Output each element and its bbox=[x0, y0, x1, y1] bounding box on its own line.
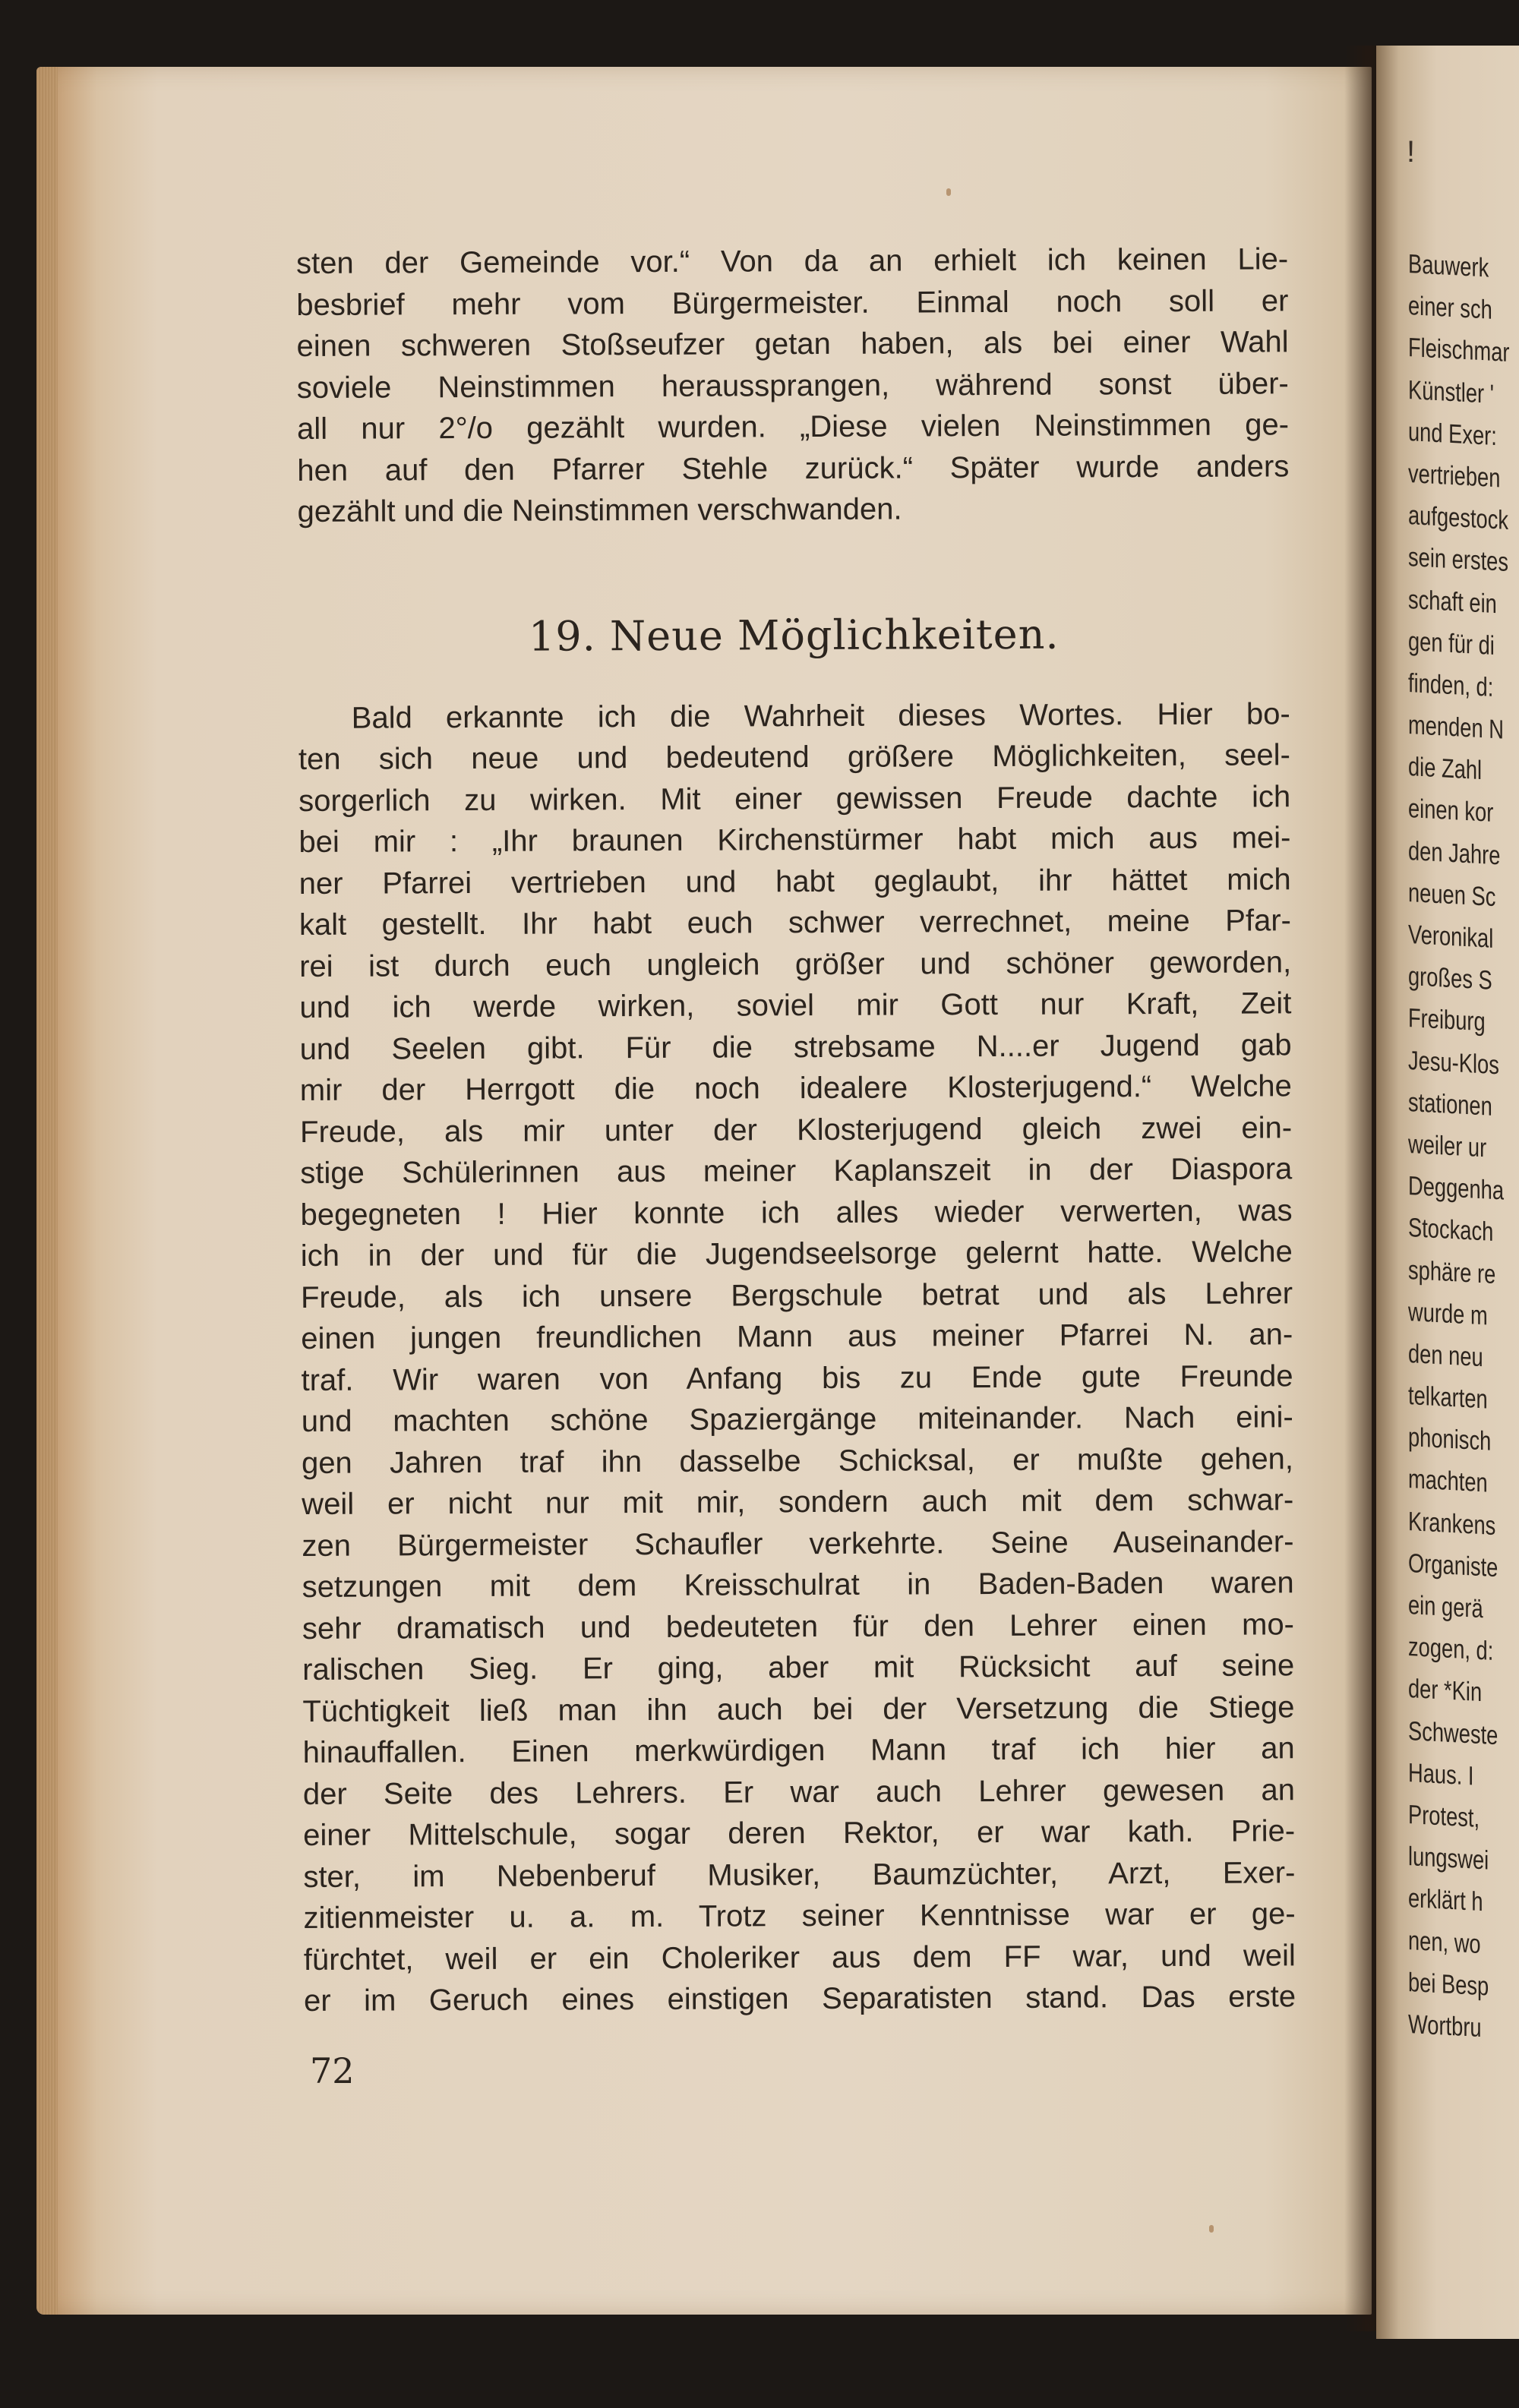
text-line: sten der Gemeinde vor.“ Von da an erhielt ich keinen Lie- bbox=[296, 242, 1289, 280]
right-page-line: phonisch bbox=[1408, 1422, 1492, 1456]
right-page bbox=[1376, 46, 1519, 2339]
right-page-line: gen für di bbox=[1408, 626, 1495, 661]
right-page-mark: ! bbox=[1407, 135, 1416, 169]
text-line: kalt gestellt. Ihr habt euch schwer verrechnet, meine Pfar- bbox=[298, 904, 1292, 942]
text-line: sorgerlich zu wirken. Mit einer gewissen Freude dachte ich bbox=[298, 779, 1291, 818]
right-page-line: nen, wo bbox=[1408, 1925, 1481, 1959]
right-page-line: Freiburg bbox=[1408, 1003, 1486, 1037]
right-page-line: sphäre re bbox=[1408, 1254, 1496, 1289]
text-line: hinauffallen. Einen merkwürdigen Mann traf ich hier an bbox=[302, 1731, 1295, 1769]
right-page-line: Jesu-Klos bbox=[1408, 1045, 1499, 1080]
text-line: zen Bürgermeister Schaufler verkehrte. Seine Auseinander- bbox=[302, 1524, 1294, 1563]
text-line: setzungen mit dem Kreisschulrat in Baden-Baden waren bbox=[302, 1566, 1294, 1604]
text-line: sehr dramatisch und bedeuteten für den Lehrer einen mo- bbox=[302, 1607, 1295, 1646]
right-page-line: stationen bbox=[1408, 1087, 1492, 1122]
text-line: mir der Herrgott die noch idealere Klosterjugend.“ Welche bbox=[299, 1069, 1292, 1107]
right-page-line: finden, d: bbox=[1408, 667, 1494, 702]
text-line: ich in der und für die Jugendseelsorge gelernt hatte. Welche bbox=[300, 1235, 1293, 1273]
right-page-line: Deggenha bbox=[1408, 1171, 1505, 1206]
right-page-line: machten bbox=[1408, 1464, 1488, 1498]
chapter-body bbox=[298, 693, 1296, 2022]
right-page-line: und Exer: bbox=[1408, 416, 1497, 451]
right-page-line: Stockach bbox=[1408, 1213, 1494, 1248]
right-page-line: Wortbru bbox=[1408, 2009, 1482, 2043]
text-line: und machten schöne Spaziergänge miteinander. Nach eini- bbox=[301, 1400, 1293, 1438]
right-page-line: telkarten bbox=[1408, 1381, 1488, 1415]
right-page-line: bei Besp bbox=[1408, 1967, 1489, 2002]
right-page-line: Organiste bbox=[1408, 1548, 1498, 1583]
right-page-line: vertrieben bbox=[1408, 458, 1501, 494]
right-page-line: Krankens bbox=[1408, 1506, 1496, 1541]
right-page-line: weiler ur bbox=[1408, 1128, 1487, 1163]
right-page-line: die Zahl bbox=[1408, 752, 1483, 786]
right-page-line: Schweste bbox=[1408, 1715, 1498, 1750]
right-page-line: sein erstes bbox=[1408, 542, 1509, 578]
right-page-line: erklärt h bbox=[1408, 1883, 1483, 1917]
right-page-line: den Jahre bbox=[1408, 835, 1501, 870]
right-page-line: schaft ein bbox=[1408, 584, 1497, 619]
text-line: gen Jahren traf ihn dasselbe Schicksal, er mußte gehen, bbox=[301, 1441, 1294, 1480]
paragraph-continuation bbox=[296, 238, 1290, 532]
text-line: ralischen Sieg. Er ging, aber mit Rücksicht auf seine bbox=[302, 1649, 1295, 1687]
right-page-line: Künstler ' bbox=[1408, 374, 1494, 409]
text-line: fürchtet, weil er ein Choleriker aus dem FF war, und weil bbox=[303, 1938, 1296, 1977]
right-page-line: menden N bbox=[1408, 710, 1504, 745]
text-line: traf. Wir waren von Anfang bis zu Ende gute Freunde bbox=[301, 1359, 1293, 1397]
right-page-line: ein gerä bbox=[1408, 1590, 1483, 1624]
right-page-line: neuen Sc bbox=[1408, 877, 1496, 912]
chapter-heading: 19. Neue Möglichkeiten. bbox=[528, 610, 1060, 661]
text-line: und ich werde wirken, soviel mir Gott nur Kraft, Zeit bbox=[299, 986, 1292, 1024]
right-page-line: Bauwerk bbox=[1408, 249, 1489, 283]
right-page-line: aufgestock bbox=[1408, 500, 1509, 536]
text-line: besbrief mehr vom Bürgermeister. Einmal noch soll er bbox=[296, 283, 1289, 322]
text-line: rei ist durch euch ungleich größer und schöner geworden, bbox=[299, 945, 1292, 983]
page-text bbox=[296, 238, 1296, 2021]
text-line: einen schweren Stoßseufzer getan haben, als bei einer Wahl bbox=[296, 325, 1289, 363]
text-line: er im Geruch eines einstigen Separatisten stand. Das erste bbox=[304, 1980, 1296, 2018]
paper-spot bbox=[946, 188, 951, 196]
text-line: ner Pfarrei vertrieben und habt geglaubt, ihr hättet mich bbox=[298, 862, 1291, 901]
text-line: begegneten ! Hier konnte ich alles wieder verwerten, was bbox=[300, 1193, 1293, 1232]
text-line: Freude, als ich unsere Bergschule betrat und als Lehrer bbox=[300, 1276, 1293, 1314]
page-fore-edge bbox=[36, 67, 58, 2315]
right-page-line: lungswei bbox=[1408, 1842, 1489, 1876]
right-page-line: einen kor bbox=[1408, 794, 1494, 828]
text-line: Bald erkannte ich die Wahrheit dieses Wortes. Hier bo- bbox=[351, 696, 1290, 735]
text-line: soviele Neinstimmen heraussprangen, während sonst über- bbox=[296, 366, 1289, 405]
right-page-line: der *Kin bbox=[1408, 1674, 1483, 1708]
text-line: ten sich neue und bedeutend größere Möglichkeiten, seel- bbox=[298, 738, 1291, 776]
right-page-line: zogen, d: bbox=[1408, 1632, 1494, 1667]
page-number: 72 bbox=[310, 2050, 355, 2091]
right-page-line: Protest, bbox=[1408, 1799, 1480, 1833]
text-line: Freude, als mir unter der Klosterjugend gleich zwei ein- bbox=[300, 1110, 1293, 1149]
text-line: gezählt und die Neinstimmen verschwanden. bbox=[297, 492, 902, 529]
text-line: und Seelen gibt. Für die strebsame N....er Jugend gab bbox=[299, 1027, 1292, 1066]
right-page-line: großes S bbox=[1408, 961, 1492, 996]
right-page-text bbox=[1408, 243, 1519, 2051]
right-page-line: einer sch bbox=[1408, 291, 1492, 325]
text-line: ster, im Nebenberuf Musiker, Baumzüchter, Arzt, Exer- bbox=[303, 1855, 1296, 1894]
text-line: hen auf den Pfarrer Stehle zurück.“ Später wurde anders bbox=[297, 449, 1290, 488]
text-line: zitienmeister u. a. m. Trotz seiner Kenntnisse war er ge- bbox=[303, 1897, 1296, 1935]
text-line: einen jungen freundlichen Mann aus meiner Pfarrei N. an- bbox=[301, 1318, 1293, 1355]
right-page-line: Fleischmar bbox=[1408, 333, 1510, 368]
right-page-line: Haus. I bbox=[1408, 1757, 1474, 1791]
text-line: all nur 2°/o gezählt wurden. „Diese vielen Neinstimmen ge- bbox=[296, 408, 1290, 446]
text-line: bei mir : „Ihr braunen Kirchenstürmer habt mich aus mei- bbox=[298, 821, 1291, 859]
text-line: weil er nicht nur mit mir, sondern auch mit dem schwar- bbox=[302, 1483, 1294, 1521]
paper-spot bbox=[1209, 2225, 1214, 2233]
right-page-line: den neu bbox=[1408, 1338, 1483, 1373]
text-line: Tüchtigkeit ließ man ihn auch bei der Versetzung die Stiege bbox=[302, 1690, 1295, 1728]
right-page-line: Veronikal bbox=[1408, 920, 1494, 954]
text-line: der Seite des Lehrers. Er war auch Lehrer gewesen an bbox=[302, 1772, 1295, 1811]
text-line: stige Schülerinnen aus meiner Kaplanszeit in der Diaspora bbox=[300, 1152, 1293, 1190]
right-page-line: wurde m bbox=[1408, 1296, 1488, 1331]
text-line: einer Mittelschule, sogar deren Rektor, er war kath. Prie- bbox=[303, 1814, 1296, 1852]
